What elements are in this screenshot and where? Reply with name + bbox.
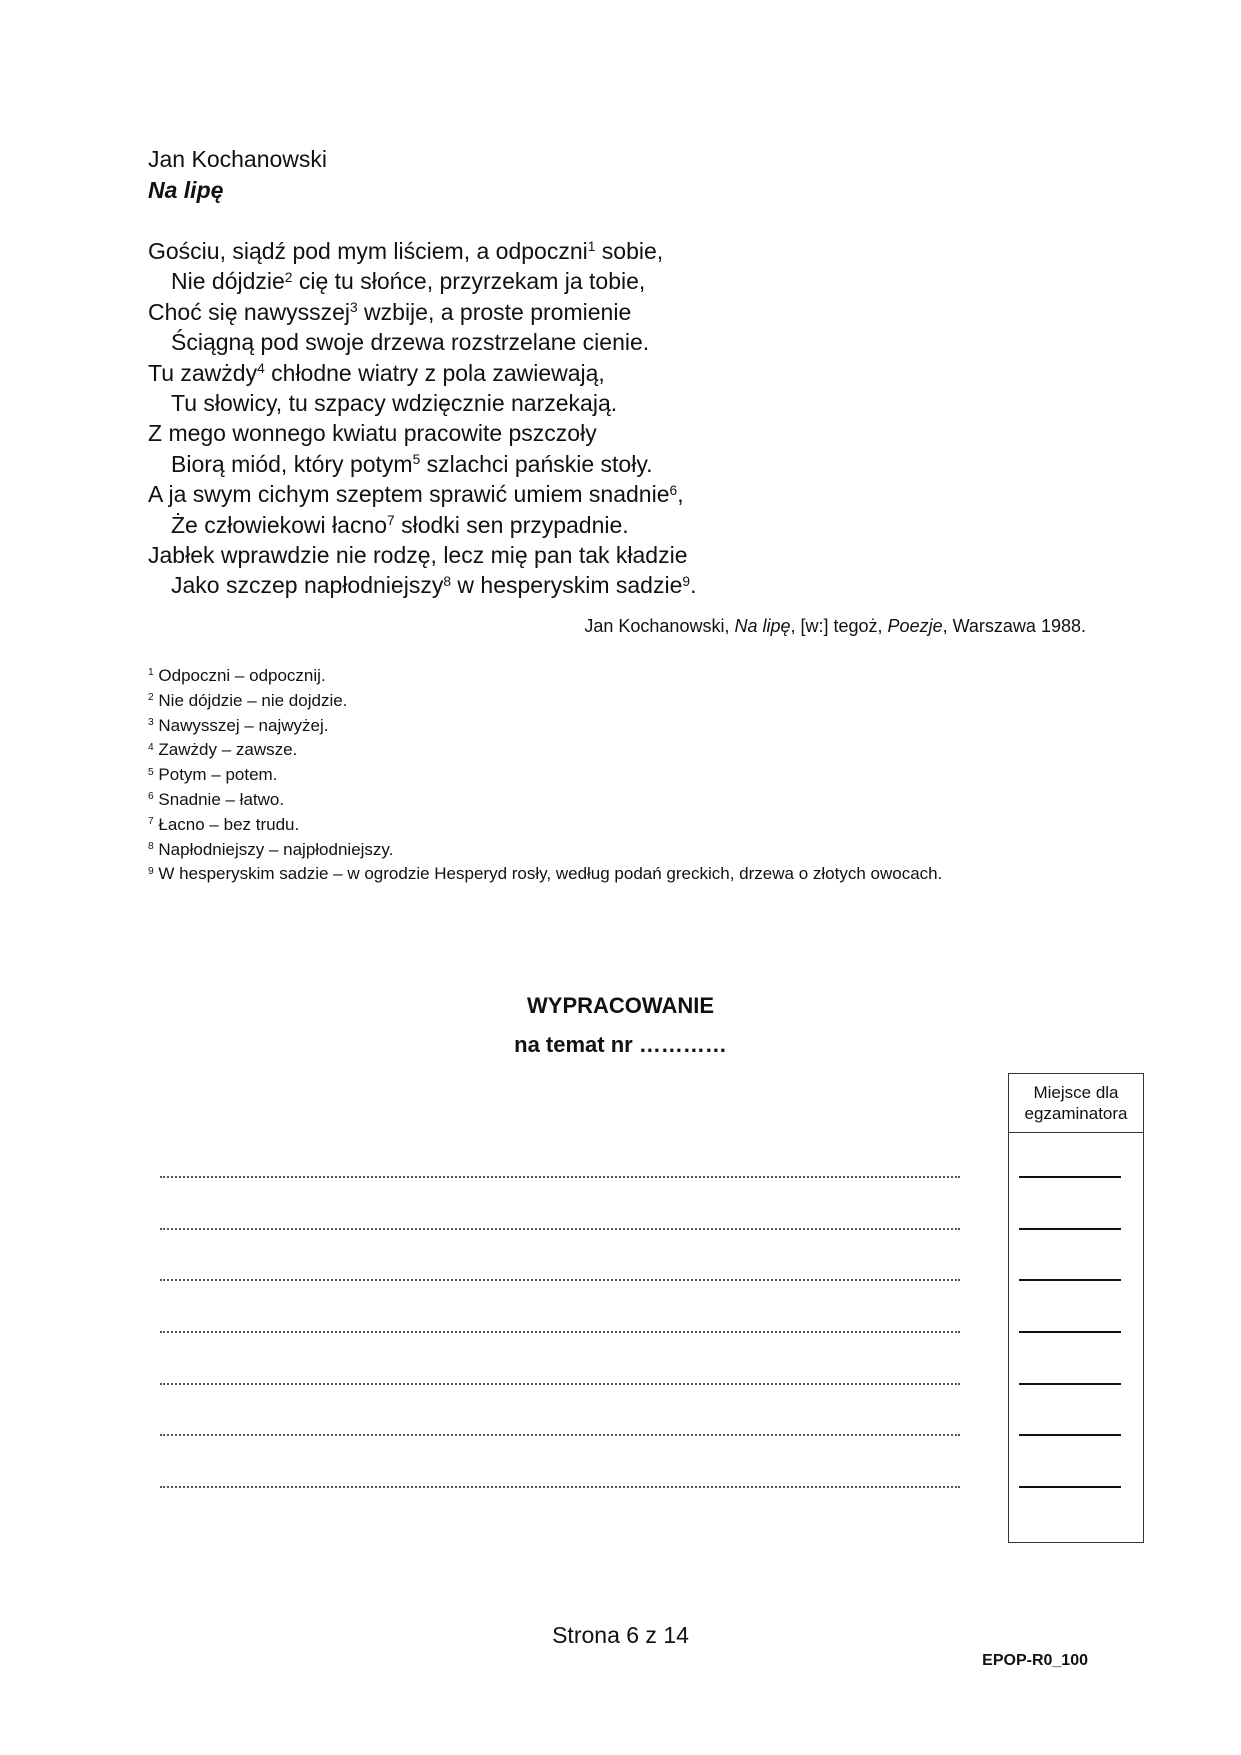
answer-line[interactable] [160, 1434, 960, 1436]
examiner-label: Miejsce dla egzaminatora [1009, 1074, 1143, 1133]
poem-line: A ja swym cichym szeptem sprawić umiem snadnie$^6$, [148, 481, 684, 508]
footnote-ref: 8 [443, 573, 452, 589]
examiner-score-line[interactable] [1019, 1434, 1121, 1436]
examiner-score-line[interactable] [1019, 1486, 1121, 1488]
poem-line: Choć się nawysszej$^3$ wzbije, a proste promienie [148, 298, 632, 325]
answer-line[interactable] [160, 1331, 960, 1333]
footnote: $^6$ Snadnie – łatwo. [148, 789, 285, 809]
poem-source: Jan Kochanowski, Na lipę, [w:] tegoż, Poezje, Warszawa 1988. [584, 616, 1086, 636]
poem-line: Tu zawżdy$^4$ chłodne wiatry z pola zawiewają, [148, 359, 605, 386]
footnote: $^3$ Nawysszej – najwyżej. [148, 715, 329, 735]
essay-topic-number: na temat nr ………… [514, 1032, 727, 1057]
footnote-ref: 5 [412, 452, 421, 468]
footnotes [148, 664, 942, 887]
footnote-ref: 1 [587, 239, 596, 255]
poem-line: Jabłek wprawdzie nie rodzę, lecz mię pan tak kładzie [148, 541, 688, 568]
poem-line: Ściągną pod swoje drzewa rozstrzelane cienie. [171, 329, 650, 356]
poem-line: Biorą miód, który potym$^5$ szlachci pańskie stoły. [171, 450, 653, 477]
footnote-ref: 9 [682, 573, 691, 589]
footnote: $^1$ Odpoczni – odpocznij. [148, 666, 326, 685]
footnote-ref: 2 [284, 269, 293, 285]
essay-heading: WYPRACOWANIE [527, 993, 714, 1018]
poem-title: Na lipę [148, 177, 224, 203]
examiner-score-line[interactable] [1019, 1383, 1121, 1385]
footnote: $^4$ Zawżdy – zawsze. [148, 740, 298, 760]
poem-author: Jan Kochanowski [148, 146, 327, 172]
footnote-ref: 3 [349, 300, 358, 316]
footnote-ref: 6 [669, 482, 678, 498]
footnote: $^2$ Nie dójdzie – nie dojdzie. [148, 690, 348, 710]
footnote: $^8$ Napłodniejszy – najpłodniejszy. [148, 839, 394, 859]
answer-line[interactable] [160, 1228, 960, 1230]
poem-line: Z mego wonnego kwiatu pracowite pszczoły [148, 420, 597, 447]
footnote: $^9$ W hesperyskim sadzie – w ogrodzie Hesperyd rosły, według podań greckich, drzewa o złotych owocach. [148, 864, 943, 884]
poem-line: Że człowiekowi łacno$^7$ słodki sen przypadnie. [171, 511, 629, 538]
examiner-score-line[interactable] [1019, 1279, 1121, 1281]
answer-line[interactable] [160, 1176, 960, 1178]
footnote-ref: 7 [387, 512, 395, 528]
footnote-ref: 4 [257, 360, 265, 376]
poem-text [148, 236, 696, 601]
exam-code: EPOP-R0_100 [982, 1652, 1088, 1669]
footnote: $^5$ Potym – potem. [148, 765, 278, 785]
poem-line: Jako szczep napłodniejszy$^8$ w hesperyskim sadzie$^9$. [171, 572, 697, 599]
page-number: Strona 6 z 14 [552, 1622, 689, 1648]
examiner-box [1008, 1073, 1144, 1543]
footnote: $^7$ Łacno – bez trudu. [148, 814, 300, 834]
answer-line[interactable] [160, 1383, 960, 1385]
examiner-score-line[interactable] [1019, 1331, 1121, 1333]
poem-line: Gościu, siądź pod mym liściem, a odpoczni$^1$ sobie, [148, 238, 664, 264]
poem-line: Tu słowicy, tu szpacy wdzięcznie narzekają. [171, 389, 618, 416]
poem-line: Nie dójdzie$^2$ cię tu słońce, przyrzekam ja tobie, [171, 268, 646, 295]
answer-line[interactable] [160, 1486, 960, 1488]
examiner-score-line[interactable] [1019, 1228, 1121, 1230]
examiner-score-line[interactable] [1019, 1176, 1121, 1178]
answer-line[interactable] [160, 1279, 960, 1281]
